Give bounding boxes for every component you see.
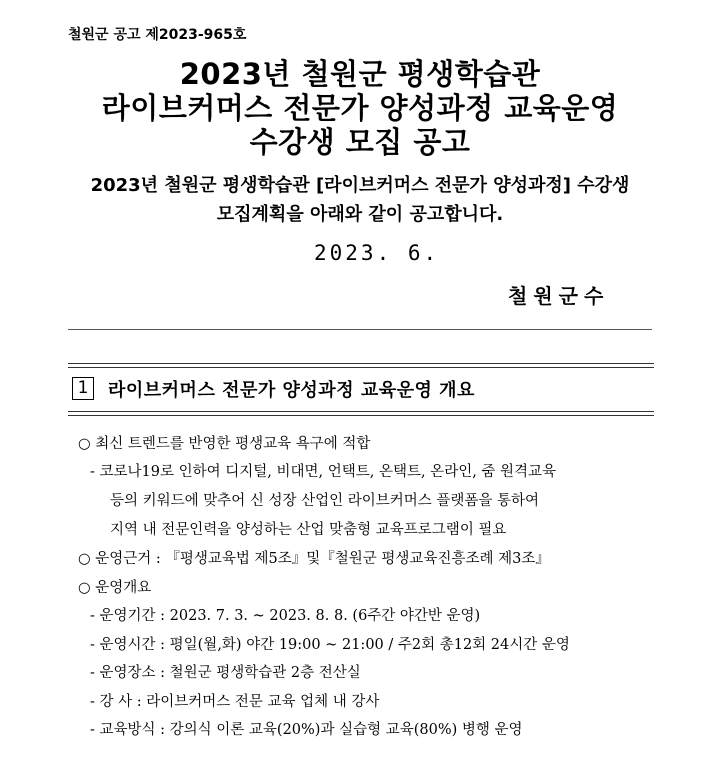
section-bottom-double-rule — [68, 411, 654, 416]
section-title: 라이브커머스 전문가 양성과정 교육운영 개요 — [108, 380, 475, 401]
section-top-double-rule — [68, 363, 654, 368]
item-purpose: ○ 최신 트렌드를 반영한 평생교육 욕구에 적합 — [78, 436, 371, 452]
item-overview: ○ 운영개요 — [78, 580, 152, 596]
item-purpose-detail-1: - 코로나19로 인하여 디지털, 비대면, 언택트, 온택트, 온라인, 줌 원격교육 — [90, 464, 557, 480]
item-instructor: - 강 사 : 라이브커머스 전문 교육 업체 내 강사 — [90, 694, 380, 710]
divider — [68, 329, 652, 330]
title-line-1: 2023년 철원군 평생학습관 — [179, 57, 541, 91]
section-number-box: 1 — [72, 377, 94, 400]
title-line-2: 라이브커머스 전문가 양성과정 교육운영 — [101, 91, 619, 125]
item-place: - 운영장소 : 철원군 평생학습관 2층 전산실 — [90, 665, 361, 681]
lead-line-1: 2023년 철원군 평생학습관 [라이브커머스 전문가 양성과정] 수강생 — [90, 175, 630, 196]
item-legal-basis: ○ 운영근거 : 『평생교육법 제5조』및『철원군 평생교육진흥조례 제3조』 — [78, 551, 550, 567]
item-purpose-detail-2: 등의 키워드에 맞추어 신 성장 산업인 라이브커머스 플랫폼을 통하여 — [110, 493, 540, 509]
item-period: - 운영기간 : 2023. 7. 3. ~ 2023. 8. 8. (6주간 야간반 운영) — [90, 608, 481, 624]
issuer: 철원군수 — [508, 284, 610, 308]
announcement-date: 2023. 6. — [314, 241, 440, 265]
item-method: - 교육방식 : 강의식 이론 교육(20%)과 실습형 교육(80%) 병행 운영 — [90, 722, 523, 738]
lead-line-2: 모집계획을 아래와 같이 공고합니다. — [216, 204, 504, 225]
notice-number: 철원군 공고 제2023-965호 — [68, 27, 247, 43]
title-line-3: 수강생 모집 공고 — [249, 125, 471, 159]
item-time: - 운영시간 : 평일(월,화) 야간 19:00 ~ 21:00 / 주2회 총12회 24시간 운영 — [90, 637, 570, 653]
item-purpose-detail-3: 지역 내 전문인력을 양성하는 산업 맞춤형 교육프로그램이 필요 — [110, 522, 507, 538]
